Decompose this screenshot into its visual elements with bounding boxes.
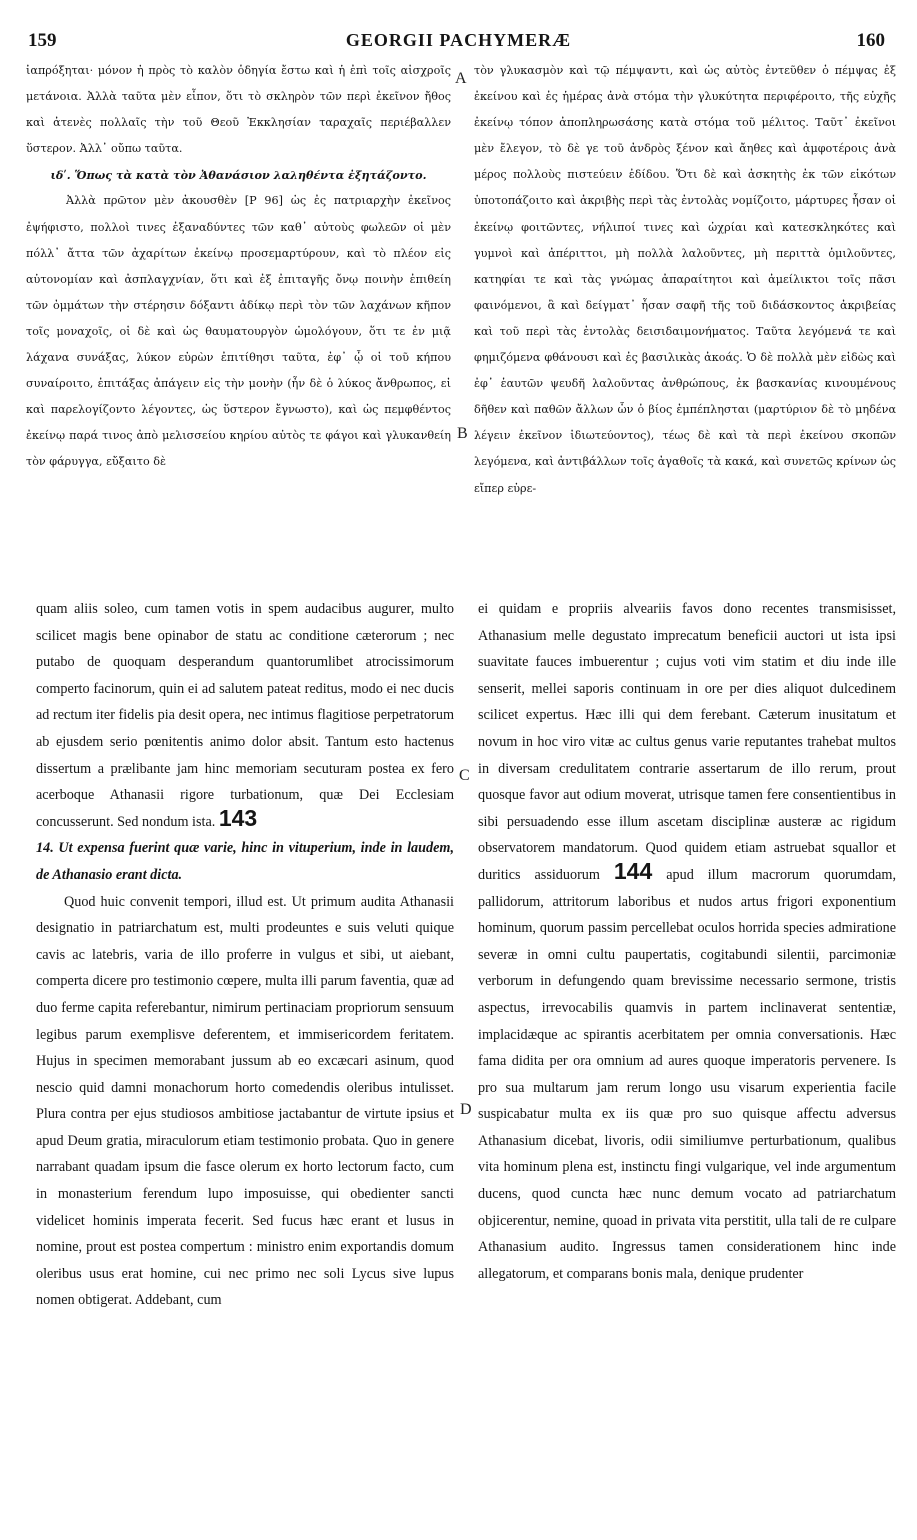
latin-right-paragraph-1 bbox=[478, 596, 896, 1287]
latin-column-left bbox=[36, 596, 454, 1536]
latin-left-paragraph-1 bbox=[36, 596, 454, 835]
latin-column-right bbox=[478, 596, 896, 1536]
greek-column-left bbox=[26, 58, 451, 588]
greek-column-right bbox=[474, 58, 896, 588]
latin-right-paragraph-1-text: ei quidam e propriis alveariis favos dono recentes transmisisset, Athanasium melle degustato imprecatum beneficii auctori ut ista ipsi suavitate fauces imbuerentur ; cujus voti vim statim et diu inde ille senserit, mellei saporis continuam in ore per dies aliquot dulcedinem scilicet expertus. Hæc illi qui dem ferebant. Cæterum inusitatum et novum in hoc viro vitæ ac cultus genus varie reputantes trahebat multos in diversam credulitatem contrarie assertarum de illo rerum, prout quosque favor aut odium moverat, utrisque tamen fere consentientibus in sibi persuadendo esse illum ascetam disciplinæ austeræ ac rigidum observatorem mandatorum. Quod quidem etiam astruebat squallor et duritics assiduorum bbox=[478, 601, 896, 883]
margin-letter-b: B bbox=[457, 425, 468, 442]
greek-right-paragraph-1: τὸν γλυκασμὸν καὶ τῷ πέμψαντι, καὶ ὡς αὐτὸς ἐντεῦθεν ὁ πέμψας ἐξ ἐκείνου καὶ ἐς ἡμέρας ἀνὰ στόμα τὴν γλυκύτητα περιφέροιτο, τῆς εὐχῆς ἐκείνῳ τόπον ἀποπληρωσάσης κατὰ στόμα τοῦ μέλιτος. Ταῦτ᾽ ἐκεῖνοι μὲν ἔλεγον, τὸ δὲ γε τοῦ ἀνδρὸς ξένον καὶ ἄηθες καὶ ἀμφοτέροις ἀνὰ μέρος πολλοὺς πιστεύειν ἐδίδου. Ὅτι δὲ καὶ ἀσκητὴς ἐκ τῶν εἰκότων ὑποτοπάζοιτο καὶ ἀκριβὴς περὶ τὰς ἐντολὰς νομίζοιτο, μάρτυρες ἦσαν οἱ ἐκείνῳ φοιτῶντες, νήλιποί τινες καὶ ὠχρίαι καὶ κατεσκληκότες καὶ γυμνοὶ καὶ ἀπέριττοι, μὴ πολλὰ λαλοῦντες, μὴ περιττὰ ὁμιλοῦντες, κατηφίαι τε καὶ τὰς γνώμας ἀπαραίτητοι καὶ ἀμείλικτοι τοῖς πᾶσι φαινόμενοι, ἃ καὶ δείγματ᾽ ἦσαν σαφῆ τῆς τοῦ διδάσκοντος ἀκριβείας καὶ τοῦ περὶ τὰς ἐντολὰς δεισιδαιμονήματος. Ταῦτα λεγόμενά τε καὶ φημιζόμενα φθάνουσι καὶ ἐς βασιλικὰς ἀκοάς. Ὁ δὲ πολλὰ μὲν εἰδὼς καὶ ἐφ᾽ ἑαυτῶν ψευδῆ λαλοῦντας ἀνθρώπους, ἐκ βασκανίας κινουμένους δῆθεν καὶ παθῶν ἄλλων ὧν ὁ βίος ἐμπέπλησται (μαρτύριον δὲ τὸ μηδένα λέγειν ἐκεῖνον ἰδιωτεύοντος), τέως δὲ καὶ τὰ περὶ ἐκείνου σκοπῶν λεγόμενα, καὶ ἀντιβάλλων τοῖς ἀγαθοῖς τὰ κακά, καὶ συνετῶς κρίνων ὡς εἴπερ εὑρε- bbox=[474, 64, 896, 495]
page-marker-144: 144 bbox=[613, 857, 653, 884]
margin-letter-a: A bbox=[455, 70, 467, 87]
latin-right-paragraph-1-continued: apud illum macrorum quorumdam, pallidorum, attritorum laboribus et nudos artus frigori exponentium hominum, quorum passim percellebat oculos horrida species admiratione severæ in omni cultu paupertatis, cogitabundi silentii, parcimoniæ verborum in defungendo quam brevissime necessario sermone, tristis aspectus, irrevocabilis quamvis in partem inclinaverat sententiæ, implacidæque ac spirantis acerbitatem per omnia conversationis. Hæc fama didita per ora omnium ad aures quoque imperatoris pervenere. Is pro sua multarum jam rerum longo usu visarum experientia facile suspicabatur multa ex iis quæ pro suo quisque affectu adversus Athanasium dicebat, livoris, odii similiumve perturbationum, qualibus vita hominum plena est, instinctu fingi vulgarique, vel inde argumentum ducens, quod cuncta hæc nunc demum vocato ad patriarchatum objicerentur, nemine, quoad in privata vita perstitit, ulla tali de re culpare Athanasium audito. Ingressus tamen considerationem hinc inde allegatorum, et comparans bonis mala, denique prudenter bbox=[478, 866, 896, 1282]
greek-left-paragraph-1: ἰαπρόξηται· μόνον ἡ πρὸς τὸ καλὸν ὁδηγία ἔστω καὶ ἡ ἐπὶ τοῖς αἰσχροῖς μετάνοια. Ἀλλὰ ταῦτα μὲν εἶπον, ὅτι τὸ σκληρὸν τῶν περὶ ἐκεῖνον ἤθος καὶ ἀτενὲς πολλαῖς τὴν τοῦ Θεοῦ Ἐκκλησίαν ταραχαῖς περιέβαλλεν ὕστερον. Ἀλλ᾽ οὔπω ταῦτα. bbox=[26, 64, 451, 156]
greek-left-paragraph-2: Ἀλλὰ πρῶτον μὲν ἀκουσθὲν [P 96] ὡς ἐς πατριαρχὴν ἐκεῖνος ἐψήφιστο, πολλοὶ τινες ἐξαναδύντες τῶν καθ᾽ αὐτοὺς φωλεῶν οἱ μὲν πόλλ᾽ ἄττα τῶν ἀχαρίτων ἐκείνῳ προσεμαρτύρουν, καὶ τὸ πλέον εἰς αὐτονομίαν καὶ ἀσπλαγχνίαν, ὅτι καὶ ἐξ ἐπιταγῆς ὄνῳ ποινὴν ἐπιθείη τῶν ὀμμάτων τὴν στέρησιν δόξαντι ἀδίκῳ περὶ τὸν τῶν λαχάνων κῆπον τοῖς μοναχοῖς, οἱ δὲ καὶ ὡς θαυματουργὸν ὡμολόγουν, ὅτι τε ἐν μιᾷ λάχανα συνάξας, λύκον εὑρὼν ἐπιτίθησι ταῦτα, ἐφ᾽ ᾧ οἱ τοῦ κήπου συναίροιτο, ἐπιτάξας ἀπάγειν εἰς τὴν μονὴν (ἦν δὲ ὁ λύκος ἄνθρωπος, εἰ καὶ παρελογίζοντο λέγοντες, ὡς ὕστερον ἔγνωστο), καὶ ὡς πεμφθέντος ἐκείνῳ παρά τινος ἀπὸ μελισσείου κηρίου αὐτὸς τε φάγοι καὶ γλυκανθείη τὸν φάρυγγα, εὔξαιτο δὲ bbox=[26, 194, 451, 469]
page-marker-143: 143 bbox=[218, 804, 258, 831]
latin-left-paragraph-1-text: quam aliis soleo, cum tamen votis in spem audacibus augurer, multo scilicet magis bene opinabor de statu ac conditione cæterorum ; nec putabo de quoquam desperandum quantorumlibet atrocissimorum comperto facinorum, quin ei ad salutem pateat reditus, modo ei nec ducis ad rectum iter fidelis pia desit opera, nec intimus flagitiose perpetratorum ab ejusdem serio pœnitentis animo dolor absit. Tantum esto hactenus dissertum a prælibante jam hinc memoriam secuturam postea ex fero acerboque Athanasii rigore turbationum, quæ Dei Ecclesiam concusserunt. Sed nondum ista. bbox=[36, 601, 454, 830]
page-number-left: 159 bbox=[28, 30, 57, 51]
latin-section-heading: 14. Ut expensa fuerint quæ varie, hinc in vituperium, inde in laudem, de Athanasio erant dicta. bbox=[36, 840, 454, 883]
latin-left-paragraph-2: Quod huic convenit tempori, illud est. Ut primum audita Athanasii designatio in patriarchatum est, multi prodeuntes e suis veluti quique cavis ac latebris, varia de illo proferre in vulgus et sibi, ut aiebant, comperta dicere pro testimonio cœpere, multa illi parum faventia, quæ ad duo ferme capita referebantur, nimirum pertinaciam propriorum sensuum legibus parum exemplisve deferentem, et immisericordem feritatem. Hujus in specimen memorabant jussum ab eo excæcari asinum, quod nescio quid damni monachorum horto comedendis oleribus intulisset. Plura contra per ejus studiosos ambitiose jactabantur de virtute ipsius et apud Deum gratia, miraculorum etiam testimonio probata. Quo in genere narrabant quadam ipsum die fasce olerum ex horto lectorum facto, cum in monasterium ferendum lupo imposuisse, qui obedienter sancti videlicet hominis imperata fecerit. Sed fucus hæc erant et lusus in nomine, prout est postea compertum : ministro enim exportandis domum oleribus usus erat homine, cui nec primo nec soli Lycus sive lupus nomen obtigerat. Addebant, cum bbox=[36, 893, 454, 1309]
running-title: GEORGII PACHYMERÆ bbox=[345, 30, 572, 50]
page-number-right: 160 bbox=[856, 30, 885, 51]
margin-letter-d: D bbox=[460, 1101, 472, 1118]
margin-letter-c: C bbox=[459, 767, 470, 784]
running-header bbox=[20, 30, 897, 60]
greek-section-heading: ιδʹ. Ὅπως τὰ κατὰ τὸν Ἀθανάσιον λαληθέντα ἐξητάζοντο. bbox=[50, 168, 427, 183]
